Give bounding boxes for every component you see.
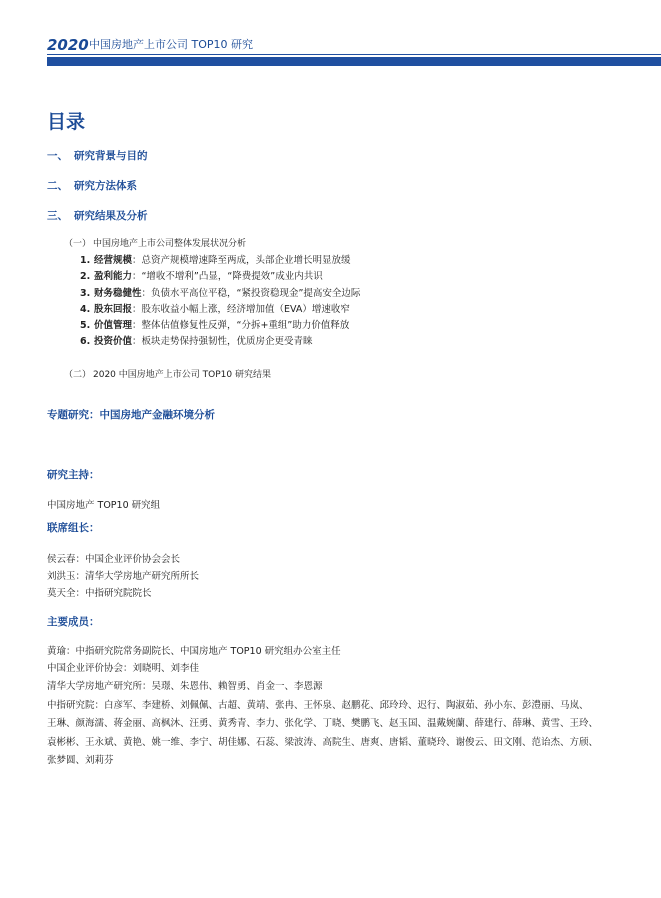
member-line: 袁彬彬、王永斌、黄艳、姚一维、李宁、胡佳娜、石蕊、梁波涛、高院生、唐爽、唐韬、董晓玲、谢俊云、田文刚、范诒杰、方颀、 xyxy=(47,737,599,748)
item-number: 6. xyxy=(80,336,91,347)
host-value: 中国房地产 TOP10 研究组 xyxy=(47,500,161,511)
leader-line: 刘洪玉：清华大学房地产研究所所长 xyxy=(47,571,200,582)
item-number: 4. xyxy=(80,304,91,315)
toc-item-5[interactable] xyxy=(80,319,349,332)
toc-item-3[interactable] xyxy=(80,287,360,300)
toc-item-4[interactable] xyxy=(80,303,350,316)
member-line: 王琳、颜海濡、蒋金丽、高枫沐、汪勇、黄秀青、李力、张化学、丁晓、樊鹏飞、赵玉国、温戴婉蘭、薛建行、薛琳、黄雪、王玲、 xyxy=(47,718,599,729)
header-year: 2020 xyxy=(47,36,89,54)
item-keyword: 投资价值 xyxy=(94,336,133,347)
leaders-heading: 联席组长： xyxy=(47,522,100,534)
item-text: ：板块走势保持强韧性，优质房企更受青睐 xyxy=(132,336,313,347)
member-line: 黄瑜：中指研究院常务副院长、中国房地产 TOP10 研究组办公室主任 xyxy=(47,646,341,657)
header-bar xyxy=(47,57,661,66)
section-label: 研究结果及分析 xyxy=(74,210,148,222)
section-label: 研究背景与目的 xyxy=(74,150,148,162)
subsection-label: 中国房地产上市公司整体发展状况分析 xyxy=(93,239,247,249)
item-text: ：股东收益小幅上涨，经济增加值（EVA）增速收窄 xyxy=(132,304,350,315)
page-header xyxy=(47,36,617,54)
section-number: 二、 xyxy=(47,180,68,192)
subsection-number: （一） xyxy=(64,239,92,249)
member-line: 清华大学房地产研究所：吴璟、朱恩伟、赖智勇、肖金一、李恩源 xyxy=(47,681,323,692)
toc-item-6[interactable] xyxy=(80,335,313,348)
special-topic[interactable]: 专题研究：中国房地产金融环境分析 xyxy=(47,409,215,421)
section-label: 研究方法体系 xyxy=(74,180,137,192)
leader-line: 莫天全：中指研究院院长 xyxy=(47,588,152,599)
host-heading: 研究主持： xyxy=(47,469,100,481)
item-number: 3. xyxy=(80,288,91,299)
toc-item-2[interactable] xyxy=(80,270,323,283)
item-keyword: 股东回报 xyxy=(94,304,133,315)
item-keyword: 财务稳健性 xyxy=(94,288,142,299)
subsection-label: 2020 中国房地产上市公司 TOP10 研究结果 xyxy=(93,370,271,380)
item-keyword: 盈利能力 xyxy=(94,271,133,282)
toc-title: 目录 xyxy=(47,111,86,133)
toc-item-1[interactable] xyxy=(80,254,351,267)
subsection-number: （二） xyxy=(64,370,92,380)
leader-line: 侯云春：中国企业评价协会会长 xyxy=(47,554,181,565)
members-heading: 主要成员： xyxy=(47,616,100,628)
section-number: 一、 xyxy=(47,150,68,162)
member-line: 中国企业评价协会：刘晓明、刘李佳 xyxy=(47,663,200,674)
item-text: ：负债水平高位平稳，“紧投资稳现金”提高安全边际 xyxy=(141,288,361,299)
toc-section-2[interactable] xyxy=(47,179,137,193)
toc-subsection-1[interactable] xyxy=(64,238,246,250)
item-number: 2. xyxy=(80,271,91,282)
toc-section-3[interactable] xyxy=(47,209,148,223)
item-text: ：总资产规模增速降至两成，头部企业增长明显放缓 xyxy=(132,255,351,266)
member-line: 张梦圆、刘莉芬 xyxy=(47,755,114,766)
member-line: 中指研究院：白彦军、李建桥、刘佩佩、古超、黄靖、张冉、王怀泉、赵鹏花、邱玲玲、迟行、陶淑茹、孙小东、彭澧丽、马岚、 xyxy=(47,700,589,711)
item-keyword: 价值管理 xyxy=(94,320,133,331)
toc-subsection-2[interactable] xyxy=(64,369,271,381)
item-text: ：整体估值修复性反弹，“分拆+重组”助力价值释放 xyxy=(132,320,350,331)
item-number: 1. xyxy=(80,255,91,266)
header-rule xyxy=(47,54,661,55)
header-title: 中国房地产上市公司 TOP10 研究 xyxy=(89,38,254,51)
item-number: 5. xyxy=(80,320,91,331)
item-text: ：“增收不增利”凸显，“降费提效”成业内共识 xyxy=(132,271,323,282)
section-number: 三、 xyxy=(47,210,68,222)
item-keyword: 经营规模 xyxy=(94,255,133,266)
toc-section-1[interactable] xyxy=(47,149,148,163)
